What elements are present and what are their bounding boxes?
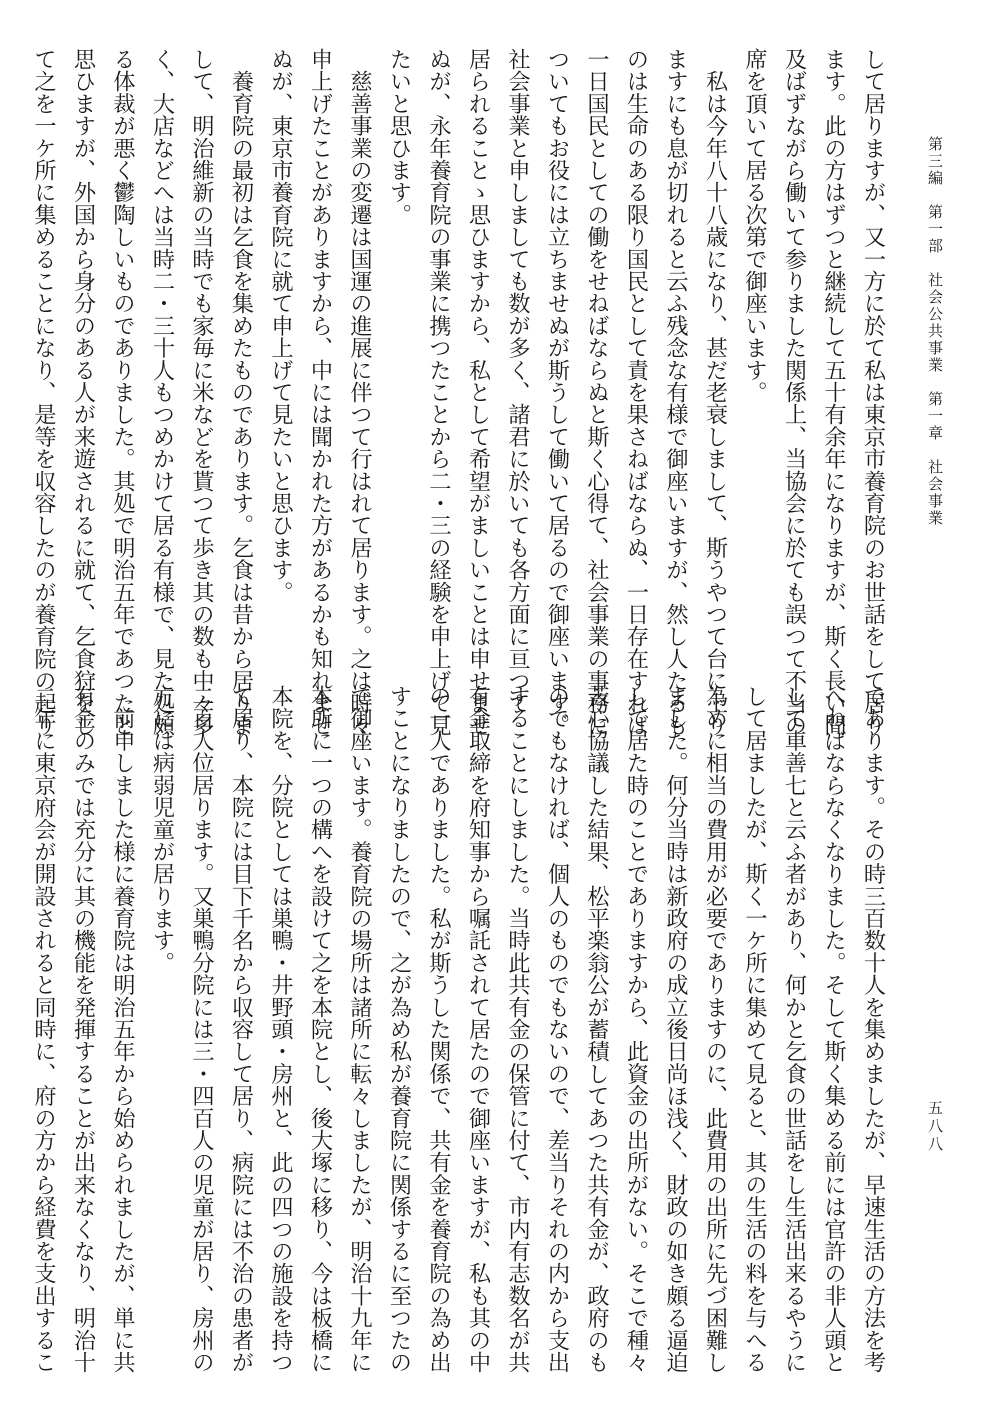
text-column: 申上げたことがありますから、中には聞かれた方があるかも知れませ: [307, 48, 333, 737]
text-column: 居られることゝ思ひますから、私として希望がましいことは申せませ: [465, 48, 491, 737]
text-column: ます。此の方はずつと継続して五十有余年になりますが、斯く長い間: [820, 48, 847, 737]
text-column: く、大店などへは当時二・三十人もつめかけて居る有様で、見た処頗: [149, 48, 175, 737]
text-column: 二百人位居ります。又巣鴨分院には三・四百人の児童が居り、房州の: [188, 685, 215, 1374]
text-column: へねばならなくなりました。そして斯く集める前には官許の非人頭と: [820, 685, 847, 1374]
text-column: することにしました。当時此共有金の保管に付て、市内有志数名が共: [504, 685, 531, 1374]
text-column: の一人でありました。私が斯うした関係で、共有金を養育院の為め出: [425, 685, 452, 1374]
text-column: る体裁が悪く鬱陶しいものでありました。其処で明治五年であつたと: [109, 48, 136, 737]
text-column: 苦心協議した結果、松平楽翁公が蓄積してあつた共有金が、政府のも: [583, 685, 610, 1374]
text-column: 慈善事業の変遷は国運の進展に伴つて行はれて居ります。之は時々: [346, 48, 373, 737]
text-column: 一日国民としての働をせねばならぬと斯く心得て、社会事業の事務に: [583, 48, 610, 737]
text-column: で御座います。養育院の場所は諸所に転々しましたが、明治十九年に: [346, 685, 373, 1374]
text-column: ついてもお役には立ちませぬが斯うして働いて居るので御座います。: [544, 48, 570, 737]
page-number: 五八八: [926, 1100, 944, 1154]
text-column: ぬが、東京市養育院に就て申上げて見たいと思ひます。: [267, 48, 294, 603]
text-column: て居り、本院には目下千名から収容して居り、病院には不治の患者が: [228, 685, 254, 1374]
text-column: 本院を、分院としては巣鴨・井野頭・房州と、此の四つの施設を持つ: [267, 685, 294, 1374]
lower-text-block: [30, 685, 892, 1374]
text-column: して車善七と云ふ者があり、何かと乞食の世話をし生活出来るやうに: [781, 685, 807, 1374]
text-column: 前申しました様に養育院は明治五年から始められましたが、単に共: [109, 685, 136, 1374]
text-column: 社会事業と申しましても数が多く、諸君に於いても各方面に亘つて: [504, 48, 531, 714]
text-column: 養育院の最初は乞食を集めたものであります。乞食は昔から居りま: [228, 48, 254, 737]
text-column: 及ばずながら働いて参りました関係上、当協会に於ても誤つて不当の: [781, 48, 807, 737]
running-header: 第三編 第一部 社会公共事業 第一章 社会事業: [926, 136, 944, 527]
text-column: 有金のみでは充分に其の機能を発揮することが出来なくなり、明治十: [70, 685, 96, 1374]
text-column: 二年に東京府会が開設されると同時に、府の方から経費を支出するこ: [30, 685, 57, 1374]
text-column: 思ひますが、外国から身分のある人が来遊されるに就て、乞食狩をし: [70, 48, 96, 737]
text-column: ぬが、永年養育院の事業に携つたことから二・三の経験を申上げて見: [425, 48, 452, 737]
text-column: たいと思ひます。: [386, 48, 412, 226]
text-column: ました。何分当時は新政府の成立後日尚ほ浅く、財政の如き頗る逼迫: [662, 685, 689, 1374]
text-column: して居ましたが、斯く一ケ所に集めて見ると、其の生活の料を与へる: [741, 685, 768, 1374]
text-column: して居た時のことでありますから、此資金の出所がない。そこで種々: [623, 685, 649, 1374]
upper-text-block: [30, 48, 892, 737]
text-column: であります。その時三百数十人を集めましたが、早速生活の方法を考: [860, 685, 886, 1374]
text-column: 為めに相当の費用が必要でありますのに、此費用の出所に先づ困難し: [702, 685, 728, 1374]
text-column: 私は今年八十八歳になり、甚だ老衰しまして、斯うやつて台に上り: [702, 48, 728, 737]
text-column: ますにも息が切れると云ふ残念な有様で御座いますが、然し人たるも: [662, 48, 689, 737]
text-column: 席を頂いて居る次第で御座います。: [741, 48, 768, 404]
text-column: して居りますが、又一方に於て私は東京市養育院のお世話をして居り: [860, 48, 886, 737]
text-column: のでもなければ、個人のものでもないので、差当りそれの内から支出: [544, 685, 570, 1374]
text-column: 本所に一つの構へを設けて之を本院とし、後大塚に移り、今は板橋に: [307, 685, 333, 1374]
text-column: て之を一ケ所に集めることになり、是等を収容したのが養育院の起り: [30, 48, 57, 737]
text-column: 有金取締を府知事から嘱託されて居たので御座いますが、私も其の中: [465, 685, 491, 1374]
text-column: のは生命のある限り国民として責を果さねばならぬ、一日存在すれば: [623, 48, 649, 737]
text-column: して、明治維新の当時でも家毎に米などを貰つて歩き其の数も中々多: [188, 48, 215, 737]
text-column: 方には病弱児童が居ります。: [149, 685, 175, 974]
text-column: すことになりましたので、之が為め私が養育院に関係するに至つたの: [386, 685, 412, 1374]
